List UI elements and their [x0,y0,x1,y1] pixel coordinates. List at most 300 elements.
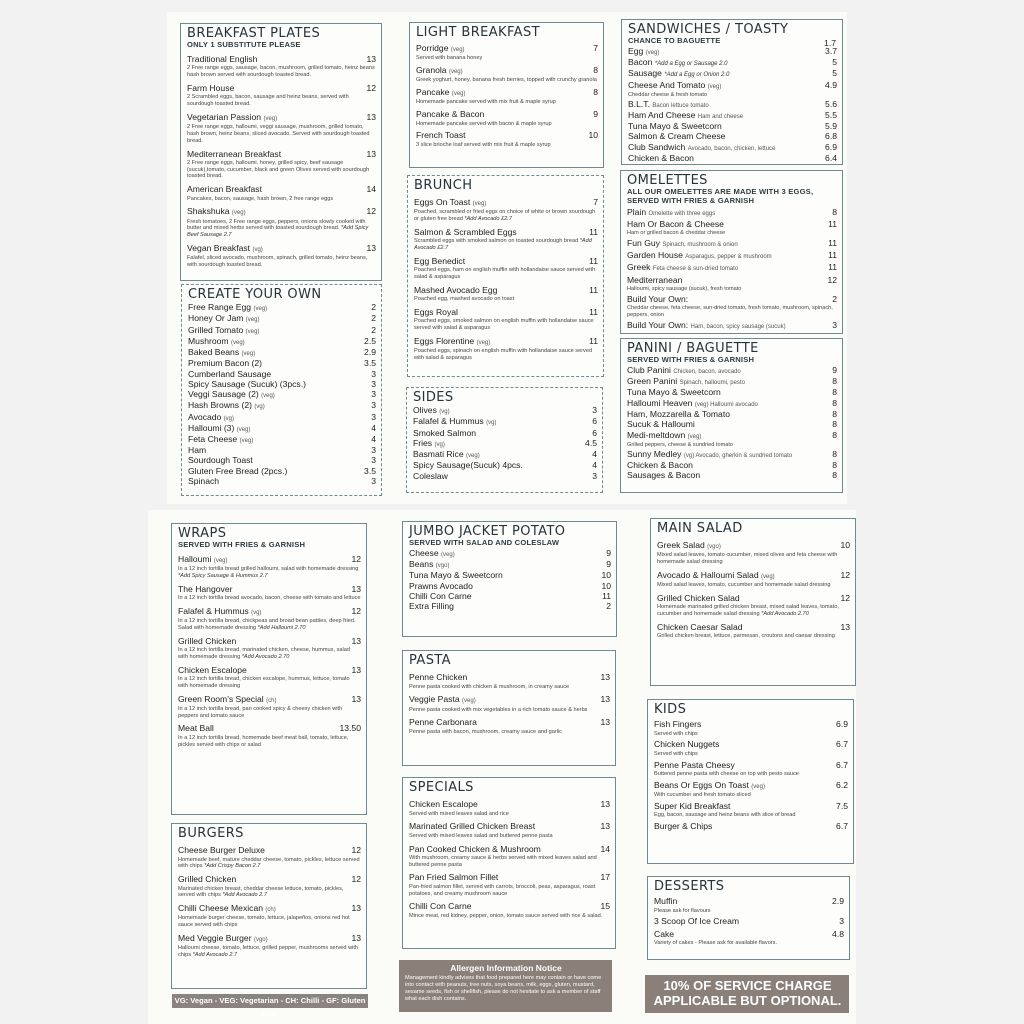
menu-item-name-text: Grilled Tomato [188,324,244,335]
menu-item [657,540,850,566]
menu-item-name [188,302,267,313]
menu-item-description-text: Halloumi cheese, tomato, lettuce, grilled pepper, mushrooms served with chips [178,945,359,958]
menu-item-description [627,442,837,449]
menu-item-description-text: 2 Free range eggs, sausage, bacon, mushroom, grilled tomato, heinz beans hash brown served with sourdough toasted bread. [187,65,375,79]
diet-tag: (veg) [466,453,480,460]
menu-item-name [628,99,709,110]
menu-item-name-text: Smoked Salmon [413,427,477,438]
menu-item-row [409,799,610,809]
menu-item-name-text: Sausages & Bacon [627,470,701,481]
menu-item-price: 13 [366,148,376,159]
sandwiches-section [621,19,843,165]
baguette-surcharge: 1.7 [824,38,836,48]
diet-tag: Spinach, halloumi, pesto [679,380,745,387]
menu-item-row [188,379,376,389]
menu-item-name [654,739,719,749]
menu-item-name-text: Fun Guy [627,238,660,249]
menu-item-price: 13 [351,635,361,646]
menu-item-price: 17 [600,872,610,883]
menu-item-name [416,109,484,119]
menu-item-row [187,54,376,64]
menu-item [628,46,837,57]
menu-item-description [414,209,598,223]
menu-item-price: 14 [600,843,610,854]
menu-item-price: 4 [371,433,376,444]
menu-item-name [627,460,693,470]
menu-item-description-text: Poached egg, mashed avocado on toast [414,296,515,303]
menu-item-price: 5 [832,57,837,68]
menu-item-price: 10 [840,540,850,551]
menu-item-price: 11 [589,336,598,347]
menu-item [628,99,837,110]
menu-item-description [409,684,610,691]
menu-item-row [627,387,837,397]
add-on-note: *Add Spicy Sausage & Hummus 2.7 [178,573,268,580]
diet-tag: (veg) [245,328,260,335]
menu-item-name [628,153,694,163]
menu-item-name-text: Spinach [188,476,220,487]
menu-item-description [409,913,610,920]
omelettes-title: OMELETTES [627,173,708,188]
menu-item-name-text: Pan Cooked Chicken & Mushroom [409,843,541,854]
menu-item-row [188,313,376,324]
menu-item-description-text: Homemade burger cheese, tomato, lettuce, jalapeños, onions red hot sauce served with chips [178,915,350,929]
menu-item-price: 6.7 [836,820,848,831]
menu-item-price: 13 [600,694,610,705]
menu-item-name-text: Veggi Sausage (2) [188,389,259,400]
menu-item [654,896,844,914]
menu-item-price: 7 [593,197,598,208]
menu-item-description [178,886,361,900]
menu-item-price: 2 [832,293,837,304]
breakfast-plates-section [180,23,382,281]
menu-item-price: 3 [371,400,376,411]
menu-item-name-text: Sunny Medley [627,448,682,459]
menu-item-name-text: Halloumi Heaven [627,397,693,408]
menu-item-description-text: Fresh tomatoes, 2 Free range eggs, peppers, onions slowly cooked with butter and mixed herbs served with toasted sourdough bread. [187,218,366,232]
menu-item [188,336,376,347]
omelettes-section [620,170,843,334]
menu-item-row [627,449,837,460]
menu-item-name [657,622,743,632]
menu-item-row [178,636,361,646]
menu-item [628,68,837,79]
menu-item-price: 11 [589,307,598,318]
menu-item-row [409,694,610,705]
menu-item [188,466,376,476]
menu-item-price: 12 [366,82,376,93]
menu-item-name-text: Olives [413,405,437,416]
menu-item-price: 12 [366,206,376,217]
menu-item-price: 13.50 [339,723,361,734]
menu-item-description [187,255,376,269]
menu-item-row [187,149,376,159]
menu-item-row [187,112,376,123]
diet-tag: (veg) [462,698,476,705]
menu-item-name [627,219,724,229]
menu-item-row [627,275,837,285]
menu-item [178,845,361,870]
diet-tag: (veg) [241,351,256,358]
menu-item-row [627,238,837,249]
menu-item [409,821,610,839]
menu-item-name-text: Chicken Escalope [178,664,247,675]
menu-item-description-text: Homemade pancake served with bacon & maple syrup [416,120,552,127]
menu-item [416,87,598,106]
menu-item-name [654,916,739,926]
menu-item-price: 3 [832,319,837,330]
menu-item-name [413,460,523,470]
diet-tag: Avocado, bacon, chicken, lettuce [687,145,776,152]
menu-item-row [628,80,837,91]
menu-item-row [627,376,837,387]
menu-item-price: 13 [366,111,376,122]
kids-section [647,699,854,864]
menu-item [178,554,361,580]
menu-item [188,434,376,445]
menu-item-row [178,584,361,594]
menu-item-price: 11 [589,256,598,267]
menu-item [409,717,610,735]
omelettes-subtitle: ALL OUR OMELETTES ARE MADE WITH 3 EGGS, SERVED WITH FRIES & GARNISH [627,187,814,206]
menu-item [627,470,837,480]
menu-item-description-text: Falafel, sliced avocado, mushroom, spinach, grilled tomato, heinz beans, with sourdough toasted bread. [187,255,368,269]
menu-item-description-text: Poached eggs, ham on english muffin with hollandaise sauce served with salad & asparagus [414,267,596,281]
menu-item-row [178,554,361,565]
menu-item [187,184,376,202]
menu-item [187,112,376,145]
menu-item-name-text: Greek [627,262,651,273]
diet-tag: (veg) [707,83,722,90]
pasta-title: PASTA [409,653,451,668]
menu-item-name-text: Hash Browns (2) [188,400,252,411]
add-on-note: *Add Avocado 2.70 [761,611,809,618]
jacket-title: JUMBO JACKET POTATO [409,524,566,539]
diet-tag: (veg) [448,69,463,76]
menu-item-row [627,430,837,441]
menu-item-name [414,227,517,237]
light-breakfast-title: LIGHT BREAKFAST [416,25,540,40]
menu-item-price: 3.5 [364,358,376,369]
menu-item-name [657,593,740,603]
menu-item-name [654,929,674,939]
menu-item-description [178,735,361,749]
add-on-note: *Add Avocado 2.7 [222,892,267,899]
menu-item-name-text: Penne Pasta Cheesy [654,759,735,770]
menu-item-price: 3 [371,411,376,422]
menu-item [654,929,844,947]
menu-item-row [416,130,598,140]
menu-item-name-text: Prawns Avocado [409,580,473,591]
menu-item-price: 6.9 [825,141,837,152]
diet-tag: (ch) [265,907,276,914]
create-your-own-title: CREATE YOUR OWN [188,287,322,302]
menu-item-description-text: In a 12 inch tortilla bread, marinated chicken, cheese, hummus, salad with homemade dressing [178,647,350,660]
menu-item [416,65,598,84]
menu-item-description-text: Penne pasta cooked with chicken & mushroom, in creamy sauce [409,683,570,690]
add-on-note: *Add Avocado £2.7 [464,216,512,223]
sandwiches-subtitle: CHANCE TO BAGUETTE [628,36,721,46]
menu-item-row [409,548,611,559]
menu-item-description-text: 3 slice brioche loaf served with mix fruit & maple syrup [416,141,551,148]
menu-item-row [654,780,848,791]
menu-item-name [657,570,775,581]
menu-item-name [414,336,490,347]
menu-item-row [654,916,844,926]
menu-item-row [654,821,848,831]
menu-item [409,901,610,919]
panini-subtitle: SERVED WITH FRIES & GARNISH [627,355,755,365]
menu-item-description-text: Penne pasta cooked with mix vegetables in a rich tomato sauce & herbs [409,706,588,713]
menu-item [413,449,597,460]
menu-item-price: 12 [351,554,361,565]
menu-item-description-text: 2 Free range eggs, halloumi, veggi sausage, mushroom, grilled tomato, hash brown, heinz beans, sliced avocado. Served with sourdough toasted bread. [187,124,370,144]
menu-item-row [178,723,361,733]
menu-item-name [409,694,476,705]
menu-item-name [409,672,467,682]
menu-item-name-text: B.L.T. [628,98,650,109]
menu-item-name-text: Penne Chicken [409,672,468,683]
add-on-note: *Add a Egg or Sausage 2.0 [654,61,728,68]
menu-item-description [416,99,598,106]
menu-item-price: 10 [601,570,611,581]
menu-item-name [413,428,476,438]
menu-item-name-text: American Breakfast [187,184,262,195]
menu-item-row [187,206,376,217]
menu-item-name-text: Green Panini [627,376,678,387]
menu-item-price: 8 [832,419,837,430]
menu-item-description-text: Served with mixed leaves salad and buttered penne pasta [409,832,553,839]
menu-item-price: 6.2 [836,779,848,790]
menu-item-name [188,476,219,486]
diet-tag: (veg) [253,306,268,313]
menu-item [627,419,837,429]
menu-item-price: 13 [600,821,610,832]
menu-item-name-text: Mashed Avocado Egg [414,284,498,295]
menu-item [188,455,376,465]
menu-item-description-text: In a 12 inch tortilla bread, chickpeas and broad bean patties, deep fried. Salad with homemade dressing [178,618,356,631]
menu-item-name [409,821,535,831]
menu-item-description-text: In a 12 inch tortilla bread, homemade beef meat ball, tomato, lettuce, pickles served with chips or salad [178,734,349,748]
menu-item-name [409,548,455,559]
menu-item-price: 4.8 [832,928,844,939]
menu-item-name-text: The Hangover [178,583,233,594]
menu-item-row [188,434,376,445]
menu-item-name-text: Bacon [628,57,653,68]
menu-item-name [413,471,448,481]
diet-tag: Bacon lettuce tomato [652,102,709,109]
menu-item-name [627,398,758,409]
menu-item-description-text: Ham or grilled bacon & cheddar cheese [627,230,726,237]
menu-item-name-text: Cheese Burger Deluxe [178,845,265,856]
diet-tag: (veg) [687,433,702,440]
menu-item-name [414,256,465,266]
menu-item-description [654,812,848,819]
menu-item-price: 9 [593,109,598,120]
menu-item-price: 13 [351,932,361,943]
menu-item-price: 11 [828,262,837,273]
menu-item-price: 11 [589,284,598,295]
menu-item [178,903,361,929]
menu-item-price: 5.5 [825,109,837,120]
menu-item-name-text: Cumberland Sausage [188,368,272,379]
menu-item-price: 5.9 [825,120,837,131]
menu-item-price: 6.7 [836,739,848,750]
service-charge-banner [645,975,849,1013]
diet-legend: VG: Vegan - VEG: Vegetarian - CH: Chilli - GF: Gluten Free [172,994,368,1008]
menu-item-description [187,160,376,180]
menu-item-description-text: With mushroom, creamy sauce & herbs served with mixed leaves salad and buttered penne pasta [409,854,597,868]
menu-item-price: 13 [351,693,361,704]
menu-item-price: 6 [592,416,597,427]
menu-item-name [628,80,721,91]
menu-item-description-text: Poached eggs, smoked salmon on english muffin with hollandaise sauce served with salad & asparagus [414,318,594,332]
menu-item-description [657,604,850,618]
menu-item [628,57,837,68]
diet-tag: (veg) [450,47,465,54]
menu-item-name [188,400,265,411]
menu-item [188,412,376,423]
menu-item-name [416,130,466,140]
menu-item-description-text: Homemade marinated grilled chicken breast, mixed salad leaves, tomato, cucumber and homemade salad dressing [657,604,839,618]
menu-item [178,584,361,602]
menu-item-description-text: Penne pasta with bacon, mushroom, creamy sauce and garlic [409,728,562,735]
menu-item-description-text: Homemade beef, mature cheddar cheese, tomato, pickles, lettuce served with chips [178,856,360,870]
menu-item-name [187,54,257,64]
menu-item-description [657,633,850,640]
menu-item-price: 2.9 [832,896,844,907]
menu-item [414,285,598,303]
menu-item-name-text: Eggs Royal [414,307,458,318]
menu-item-description-text: Marinated chicken breast, cheddar cheese lettuce, tomato, pickles, served with chips [178,885,344,899]
diet-tag: (veg) [472,201,487,208]
menu-item-name-text: Ham, Mozzarella & Tomato [627,408,731,419]
menu-item-description-text: Scrambled eggs with smoked salmon on toasted sourdough bread [414,238,579,245]
menu-item-row [657,622,850,632]
menu-item-price: 12 [840,570,850,581]
menu-item [414,307,598,332]
menu-item [413,416,597,427]
menu-item-row [416,65,598,76]
menu-item-price: 5 [832,68,837,79]
menu-item-description [414,238,598,252]
menu-item [188,369,376,379]
menu-item-name [187,149,281,159]
menu-item-name [187,243,263,254]
menu-item-price: 3 [371,368,376,379]
menu-item-name [178,584,232,594]
menu-item [187,54,376,79]
menu-item-name-text: Falafel & Hummus [178,605,249,616]
menu-item-name [413,405,450,416]
menu-item-description [178,915,361,929]
breakfast-plates-subtitle: ONLY 1 SUBSTITUTE PLEASE [187,40,301,50]
menu-item [413,438,597,449]
menu-item-row [627,262,837,273]
menu-item-description-text: In a 12 inch tortilla bread, pan cooked spicy & cheesy chicken with peppers and tomato sauce [178,705,343,719]
menu-item-description [654,908,844,915]
menu-item-price: 12 [840,593,850,604]
menu-item-description [178,857,361,871]
diet-tag: (veg) [645,50,660,57]
menu-item-name-text: Premium Bacon (2) [188,358,263,369]
menu-item-price: 9 [606,559,611,570]
menu-item-row [413,460,597,470]
menu-item-description [178,647,361,661]
menu-item-name-text: Club Panini [627,365,671,376]
create-your-own-section [181,284,382,496]
menu-item-price: 11 [828,218,837,229]
menu-item-price: 5.6 [825,98,837,109]
menu-item-description-text: Served with banana honey [416,55,483,62]
menu-item-price: 6.4 [825,152,837,163]
menu-item-row [178,874,361,884]
menu-item-name [188,347,255,358]
menu-item [628,80,837,99]
menu-item-row [178,606,361,617]
menu-item-price: 11 [602,591,611,602]
menu-item [188,389,376,400]
menu-item-price: 3 [592,470,597,481]
menu-item-price: 3.5 [364,465,376,476]
main-salad-section [650,518,856,686]
menu-item [654,916,844,926]
menu-item-name [627,207,715,218]
menu-item-row [409,601,611,611]
menu-item-row [627,250,837,261]
menu-item-row [188,412,376,423]
menu-item-name-text: Green Room's Special [178,693,264,704]
menu-item-name-text: Medi-meltdown [627,429,686,440]
menu-item-row [188,455,376,465]
menu-item-price: 12 [351,874,361,885]
menu-item-name-text: Ham [188,445,207,456]
menu-item [187,83,376,108]
menu-item [628,142,837,153]
menu-item [409,799,610,817]
menu-item-row [627,294,837,304]
menu-item-name-text: Salmon & Cream Cheese [628,131,726,142]
menu-item-name [627,409,730,419]
menu-item-row [187,243,376,254]
menu-item-row [413,438,597,449]
wraps-section [171,523,367,815]
menu-item-name-text: Marinated Grilled Chicken Breast [409,821,536,832]
menu-item-description [654,731,848,738]
menu-item-description-text: Buttered penne pasta with cheese on top with pesto sauce [654,770,799,777]
menu-item-price: 6.9 [836,719,848,730]
menu-item-row [414,307,598,317]
menu-item-row [627,207,837,218]
menu-item [178,933,361,959]
menu-item-description [416,77,598,84]
menu-item-name [178,874,236,884]
menu-item-price: 2 [371,313,376,324]
allergen-title: Allergen Information Notice [450,963,562,973]
menu-item-row [188,369,376,379]
menu-item-name-text: Chilli Con Carne [409,591,472,602]
menu-item-name [188,423,250,434]
menu-item-name-text: Chicken & Bacon [627,459,693,470]
menu-item [654,760,848,778]
diet-tag: (veg) [751,783,765,790]
menu-item-description-text: Poached, scrambled or fried eggs on choice of white or brown sourdough or gluten free bread [414,209,596,223]
menu-item-price: 8 [832,470,837,481]
menu-item-price: 11 [828,250,837,261]
menu-item-price: 10 [588,130,598,141]
menu-item-name-text: Chilli Con Carne [409,901,472,912]
menu-item-name-text: Falafel & Hummus [413,416,484,427]
